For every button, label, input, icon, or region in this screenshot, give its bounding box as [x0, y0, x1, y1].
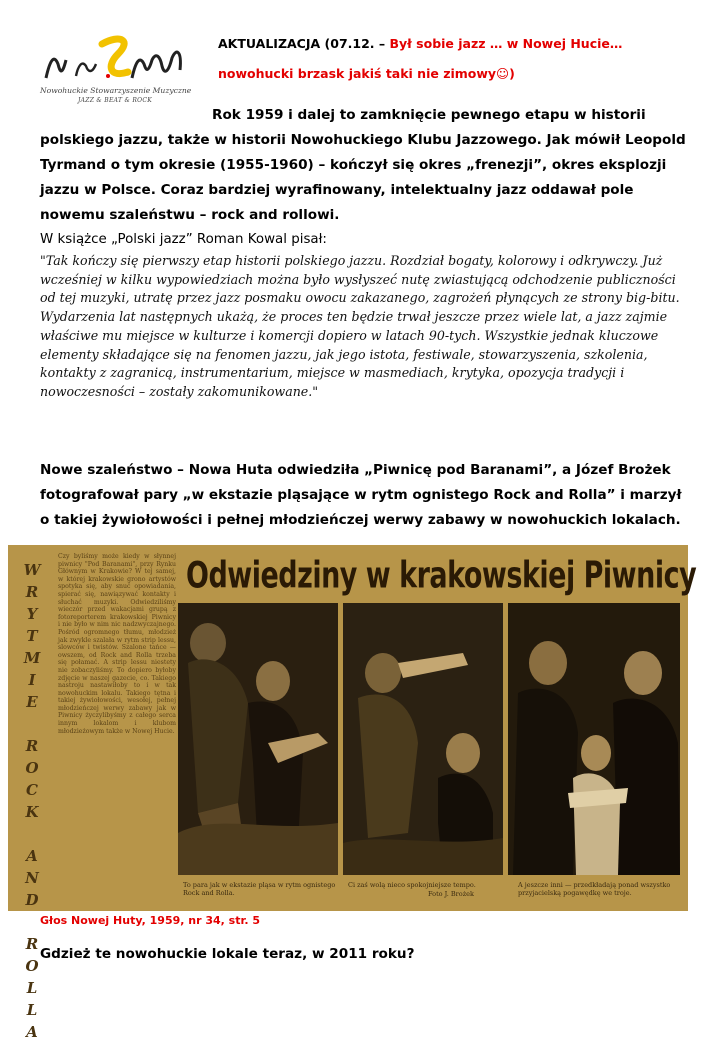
nowa-huta-paragraph: Nowe szaleństwo – Nowa Huta odwiedziła „Piwnicę pod Baranami”, a Józef Brożek fotografował pary „w ekstazie pląsające w rytm ognistego Rock and Rolla” i marzył o takiej żywiołowości i pełnej młodzieńczej werwy zabawy w nowohuckich lokalach. [40, 462, 682, 528]
headline-part2: nowohucki brzask jakiś taki nie zimowy☺) [218, 66, 515, 81]
photo-caption-3: A jeszcze inni — przedkładają ponad wszystko przyjacielską pogawędkę we troje. [518, 881, 671, 897]
source-caption: Głos Nowej Huty, 1959, nr 34, str. 5 [40, 914, 260, 927]
headline-part1: Był sobie jazz … w Nowej Hucie… [389, 36, 623, 51]
org-logo [40, 30, 190, 110]
photo-caption-1: To para jak w ekstazie pląsa w rytm ognistego Rock and Rolla. [183, 881, 336, 897]
clipping-vertical-title: W R Y T M I E R O C K A N D R O L L A [23, 561, 41, 1041]
update-label: AKTUALIZACJA (07.12. – [218, 36, 386, 51]
org-name: Nowohuckie Stowarzyszenie Muzyczne [40, 86, 192, 95]
intro-text: Rok 1959 i dalej to zamknięcie pewnego etapu w historii polskiego jazzu, także w historii Nowohuckiego Klubu Jazzowego. Jak mówił Leopold Tyrmand o tym okresie (1955-1960) – kończył się okres „frenezji”, okres eksplozji jazzu w Polsce. Coraz bardziej wyrafinowany, intelektualny jazz oddawał pole nowemu szaleństwu – rock and rollowi. [40, 107, 686, 223]
quote-lead: W książce „Polski jazz” Roman Kowal pisał: [40, 232, 327, 247]
group-of-three-photo [508, 603, 680, 875]
nsm-logo-icon [40, 30, 190, 88]
book-quote: "Tak kończy się pierwszy etap historii polskiego jazzu. Rozdział bogaty, kolorowy i odkrywczy. Już wcześniej w kilku wypowiedziach można było wysłyszeć nutę zwiastującą odchodzenie publiczności od tej muzyki, utratę przez jazz posmaku owocu zakazanego, zagrożeń płynących ze strony big-bitu. Wydarzenia lat następnych ukażą, że proces ten będzie trwał jeszcze przez wiele lat, a jazz zajmie właściwe mu miejsce w kulturze i komercji dopiero w latach 90-tych. Wszystkie jednak kluczowe elementy składające się na fenomen jazzu, jak jego istota, festiwale, stowarzyszenia, szkolenia, kontakty z zagranicą, instrumentarium, miejsce w masmediach, krytyka, opozycja tradycji i nowoczesności – zostały zakomunikowane." [40, 253, 680, 399]
photo-caption-2: Ci zaś wolą nieco spokojniejsze tempo. [348, 881, 476, 889]
org-tagline: JAZZ & BEAT & ROCK [77, 97, 153, 104]
intro-paragraph [40, 103, 690, 228]
closing-question: Gdzież te nowohuckie lokale teraz, w 2011 roku? [40, 946, 415, 962]
dancing-couple-photo [178, 603, 338, 875]
clipping-column-text: Czy byliśmy może kiedy w słynnej piwnicy "Pod Baranami", przy Rynku Głównym w Krakowie? W tej samej, w której krakowskie grono artystów spotyka się, aby snuć opowiadania, spierać się, nawiązywać kontakty i słuchać muzyki. Odwiedziliśmy wieczór przed wakacjami grupą z fotoreporterem krakowskiej Piwnicy i nie było w nim nic nadzwyczajnego. Pośród ogromnego tłumu, młodzież jak zwykle szalała w rytm strip lessu, slowców i twistów. Szalone tańce — owszem, od Rock and Rolla trzeba się połamać. A strip lessu niestety nie zobaczyliśmy. To dopiero byłoby zdjęcie w naszej gazecie, co. Takiego nastroju nastawiłoby to i w tak nowohuckim lokalu. Takiego tętna i takiej żywiołowości, wesołej, pełnej młodzieńczej werwy zabawy jak w Piwnicy życzylibyśmy z całego serca innym lokalom i klubom młodzieżowym także w Nowej Hucie. [58, 553, 176, 735]
photo-credit: Foto J. Brożek [428, 890, 474, 898]
clipping-headline: Odwiedziny w krakowskiej Piwnicy [186, 555, 697, 597]
calm-couple-photo [343, 603, 503, 875]
update-heading [218, 36, 622, 51]
